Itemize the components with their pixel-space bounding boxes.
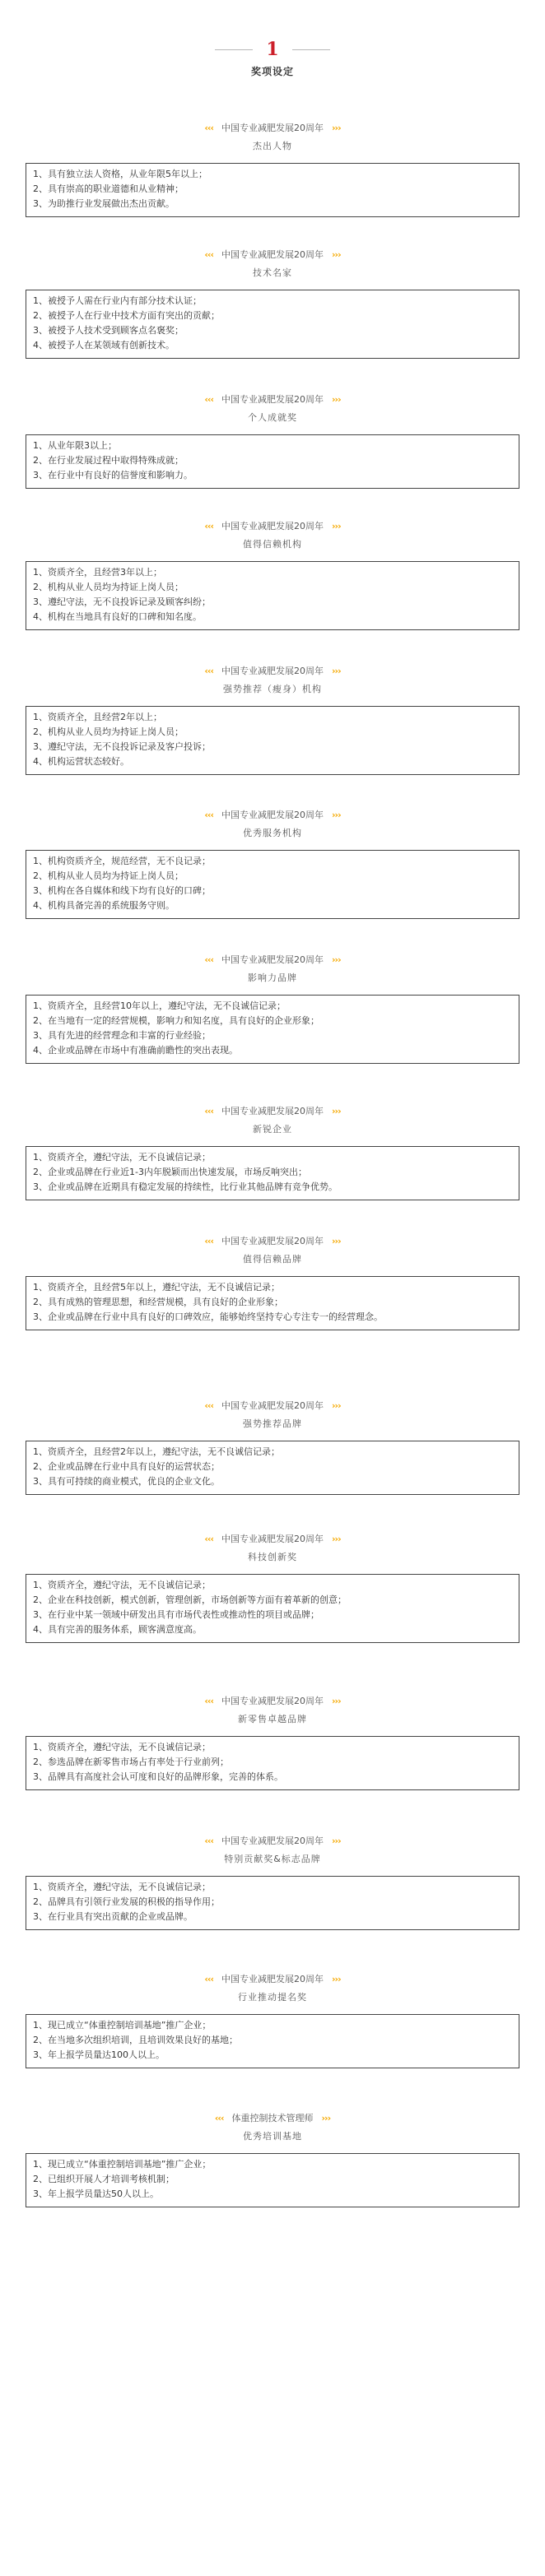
chevron-right-icon: ›››: [332, 249, 341, 260]
award-section: [0, 1835, 545, 1930]
award-title: 杰出人物: [253, 141, 292, 151]
chevron-left-icon: ‹‹‹: [204, 1236, 213, 1246]
chevron-right-icon: ›››: [332, 810, 341, 820]
banner-text: 中国专业减肥发展20周年: [221, 1696, 324, 1706]
criteria-box: [26, 850, 519, 919]
criteria-box: [26, 706, 519, 775]
award-title: 技术名家: [253, 267, 292, 278]
criteria-item: 3、品牌具有高度社会认可度和良好的品牌形象，完善的体系。: [33, 1771, 283, 1782]
award-title: 影响力品牌: [248, 972, 297, 983]
section-banner: [0, 1235, 545, 1248]
criteria-item: 3、机构在各自媒体和线下均有良好的口碑；: [33, 885, 211, 896]
award-section: [0, 954, 545, 1064]
section-banner: [0, 1533, 545, 1546]
award-title: 特别贡献奖&标志品牌: [224, 1854, 321, 1864]
section-banner: [0, 1105, 545, 1118]
banner-text: 中国专业减肥发展20周年: [221, 1106, 324, 1116]
chevron-left-icon: ‹‹‹: [204, 1534, 213, 1544]
criteria-item: 3、在行业具有突出贡献的企业或品牌。: [33, 1911, 193, 1922]
award-title: 新锐企业: [253, 1124, 292, 1135]
banner-text: 中国专业减肥发展20周年: [221, 123, 324, 133]
award-title: 科技创新奖: [248, 1552, 297, 1562]
criteria-item: 4、被授予人在某领域有创新技术。: [33, 340, 175, 350]
criteria-item: 2、具有成熟的管理思想，和经营规模，具有良好的企业形象；: [33, 1297, 283, 1307]
chevron-right-icon: ›››: [332, 1836, 341, 1846]
banner-text: 中国专业减肥发展20周年: [221, 1400, 324, 1411]
criteria-item: 2、企业在科技创新，模式创新，管理创新，市场创新等方面有着革新的创意；: [33, 1594, 347, 1605]
banner-text: 中国专业减肥发展20周年: [221, 249, 324, 260]
criteria-item: 3、遵纪守法，无不良投诉记录及客户投诉；: [33, 741, 211, 752]
award-title: 优秀培训基地: [243, 2131, 302, 2142]
banner-text: 中国专业减肥发展20周年: [221, 1974, 324, 1984]
chevron-right-icon: ›››: [332, 1534, 341, 1544]
criteria-item: 3、年上报学员量达100人以上。: [33, 2049, 165, 2060]
chevron-left-icon: ‹‹‹: [204, 1696, 213, 1706]
chevron-left-icon: ‹‹‹: [204, 1400, 213, 1411]
chevron-left-icon: ‹‹‹: [204, 1974, 213, 1984]
chevron-right-icon: ›››: [332, 1974, 341, 1984]
chevron-right-icon: ›››: [332, 954, 341, 965]
award-section: [0, 520, 545, 630]
section-banner: [0, 1695, 545, 1708]
section-banner: [0, 1835, 545, 1848]
award-section: [0, 393, 545, 489]
chevron-right-icon: ›››: [332, 1236, 341, 1246]
chevron-right-icon: ›››: [332, 666, 341, 676]
criteria-item: 2、在当地多次组织培训，且培训效果良好的基地；: [33, 2035, 238, 2045]
criteria-item: 2、被授予人在行业中技术方面有突出的贡献；: [33, 310, 220, 321]
criteria-box: [26, 1574, 519, 1643]
award-section: [0, 248, 545, 359]
criteria-item: 4、企业或品牌在市场中有准确前瞻性的突出表现。: [33, 1045, 238, 1056]
award-title: 优秀服务机构: [243, 828, 302, 838]
criteria-item: 1、资质齐全，且经营3年以上；: [33, 567, 162, 578]
section-banner: [0, 393, 545, 406]
banner-text: 中国专业减肥发展20周年: [221, 1236, 324, 1246]
criteria-item: 3、在行业中有良好的信誉度和影响力。: [33, 470, 193, 480]
criteria-box: [26, 1876, 519, 1930]
criteria-item: 4、机构运营状态较好。: [33, 756, 129, 767]
criteria-item: 1、机构资质齐全，规范经营，无不良记录；: [33, 856, 211, 866]
criteria-box: [26, 1146, 519, 1200]
award-section: [0, 1399, 545, 1495]
criteria-item: 1、被授予人需在行业内有部分技术认证；: [33, 295, 202, 306]
award-title: 新零售卓越品牌: [238, 1714, 307, 1724]
criteria-item: 1、资质齐全，遵纪守法，无不良诚信记录；: [33, 1152, 211, 1163]
award-section: [0, 122, 545, 217]
criteria-item: 3、在行业中某一领域中研发出具有市场代表性或推动性的项目或品牌；: [33, 1609, 319, 1620]
chevron-left-icon: ‹‹‹: [204, 249, 213, 260]
section-banner: [0, 954, 545, 967]
chevron-right-icon: ›››: [332, 1106, 341, 1116]
criteria-item: 1、资质齐全，遵纪守法，无不良诚信记录；: [33, 1742, 211, 1752]
criteria-item: 1、资质齐全，遵纪守法，无不良诚信记录；: [33, 1882, 211, 1892]
criteria-item: 2、企业或品牌在行业中具有良好的运营状态；: [33, 1461, 220, 1472]
criteria-item: 1、从业年限3以上；: [33, 440, 117, 451]
award-section: [0, 1105, 545, 1200]
banner-text: 中国专业减肥发展20周年: [221, 394, 324, 405]
criteria-item: 3、被授予人技术受到顾客点名褒奖；: [33, 325, 184, 336]
header-number: 1: [266, 39, 279, 60]
criteria-item: 4、机构在当地具有良好的口碑和知名度。: [33, 611, 202, 622]
header-right-divider: [292, 49, 330, 50]
criteria-item: 1、现已成立“体重控制培训基地”推广企业；: [33, 2159, 212, 2170]
criteria-item: 1、资质齐全，且经营2年以上，遵纪守法，无不良诚信记录；: [33, 1446, 280, 1457]
header-left-divider: [215, 49, 253, 50]
section-banner: [0, 520, 545, 533]
section-banner: [0, 809, 545, 822]
banner-text: 中国专业减肥发展20周年: [221, 666, 324, 676]
criteria-box: [26, 1736, 519, 1790]
criteria-item: 3、具有先进的经营理念和丰富的行业经验；: [33, 1030, 211, 1041]
criteria-box: [26, 561, 519, 630]
criteria-item: 3、遵纪守法，无不良投诉记录及顾客纠纷；: [33, 596, 211, 607]
award-section: [0, 665, 545, 775]
chevron-right-icon: ›››: [332, 1696, 341, 1706]
banner-text: 中国专业减肥发展20周年: [221, 954, 324, 965]
header-title: 奖项设定: [250, 66, 294, 77]
criteria-box: [26, 434, 519, 489]
criteria-box: [26, 995, 519, 1064]
award-title: 值得信赖品牌: [243, 1254, 302, 1265]
award-section: [0, 1695, 545, 1790]
criteria-item: 3、年上报学员量达50人以上。: [33, 2188, 159, 2199]
chevron-left-icon: ‹‹‹: [204, 394, 213, 405]
banner-text: 中国专业减肥发展20周年: [221, 810, 324, 820]
criteria-item: 2、品牌具有引领行业发展的积极的指导作用；: [33, 1896, 220, 1907]
criteria-item: 2、在当地有一定的经营规模，影响力和知名度，具有良好的企业形象；: [33, 1015, 319, 1026]
criteria-item: 1、资质齐全，遵纪守法，无不良诚信记录；: [33, 1580, 211, 1590]
section-banner: [0, 248, 545, 262]
chevron-right-icon: ›››: [321, 2113, 331, 2123]
criteria-item: 2、企业或品牌在行业近1-3内年脱颖而出快速发展，市场反响突出；: [33, 1167, 307, 1177]
criteria-box: [26, 163, 519, 217]
criteria-box: [26, 2153, 519, 2207]
criteria-item: 3、为助推行业发展做出杰出贡献。: [33, 198, 175, 209]
banner-text: 中国专业减肥发展20周年: [221, 1836, 324, 1846]
criteria-item: 2、在行业发展过程中取得特殊成就；: [33, 455, 184, 466]
section-banner: [0, 1399, 545, 1413]
award-title: 行业推动提名奖: [238, 1992, 307, 2003]
award-section: [0, 809, 545, 919]
award-title: 个人成就奖: [248, 412, 297, 423]
criteria-item: 2、机构从业人员均为持证上岗人员；: [33, 726, 184, 737]
chevron-left-icon: ‹‹‹: [204, 666, 213, 676]
criteria-item: 2、机构从业人员均为持证上岗人员；: [33, 582, 184, 592]
award-section: [0, 1533, 545, 1643]
chevron-left-icon: ‹‹‹: [204, 954, 213, 965]
section-banner: [0, 1973, 545, 1986]
section-banner: [0, 2112, 545, 2125]
section-banner: [0, 122, 545, 135]
criteria-item: 1、具有独立法人资格，从业年限5年以上；: [33, 169, 207, 179]
chevron-left-icon: ‹‹‹: [204, 1106, 213, 1116]
chevron-left-icon: ‹‹‹: [204, 1836, 213, 1846]
banner-text: 中国专业减肥发展20周年: [221, 1534, 324, 1544]
criteria-item: 3、企业或品牌在近期具有稳定发展的持续性，比行业其他品牌有竞争优势。: [33, 1181, 338, 1192]
criteria-box: [26, 2014, 519, 2068]
banner-text: 中国专业减肥发展20周年: [221, 521, 324, 531]
chevron-left-icon: ‹‹‹: [204, 123, 213, 133]
criteria-box: [26, 1441, 519, 1495]
award-section: [0, 1973, 545, 2068]
criteria-item: 2、具有崇高的职业道德和从业精神；: [33, 183, 184, 194]
header-number-row: [0, 39, 545, 59]
criteria-item: 2、已组织开展人才培训考核机制；: [33, 2174, 175, 2184]
criteria-item: 1、资质齐全，且经营5年以上，遵纪守法，无不良诚信记录；: [33, 1282, 280, 1293]
section-header: [0, 39, 545, 78]
criteria-item: 2、机构从业人员均为持证上岗人员；: [33, 870, 184, 881]
criteria-box: [26, 290, 519, 359]
criteria-item: 4、具有完善的服务体系，顾客满意度高。: [33, 1624, 202, 1635]
chevron-left-icon: ‹‹‹: [214, 2113, 224, 2123]
chevron-right-icon: ›››: [332, 123, 341, 133]
criteria-item: 1、资质齐全，且经营2年以上；: [33, 712, 162, 722]
award-title: 强势推荐品牌: [243, 1418, 302, 1429]
chevron-right-icon: ›››: [332, 521, 341, 531]
banner-text: 体重控制技术管理师: [231, 2113, 314, 2123]
chevron-left-icon: ‹‹‹: [204, 810, 213, 820]
award-title: 强势推荐（瘦身）机构: [223, 684, 322, 694]
section-banner: [0, 665, 545, 678]
chevron-right-icon: ›››: [332, 394, 341, 405]
criteria-item: 1、资质齐全，且经营10年以上，遵纪守法，无不良诚信记录；: [33, 1000, 286, 1011]
chevron-right-icon: ›››: [332, 1400, 341, 1411]
criteria-item: 4、机构具备完善的系统服务守则。: [33, 900, 175, 911]
criteria-item: 3、企业或品牌在行业中具有良好的口碑效应，能够始终坚持专心专注专一的经营理念。: [33, 1311, 383, 1322]
criteria-item: 2、参选品牌在新零售市场占有率处于行业前列；: [33, 1757, 229, 1767]
award-title: 值得信赖机构: [243, 539, 302, 550]
criteria-box: [26, 1276, 519, 1330]
award-section: [0, 1235, 545, 1330]
award-section: [0, 2112, 545, 2207]
criteria-item: 3、具有可持续的商业模式，优良的企业文化。: [33, 1476, 220, 1487]
criteria-item: 1、现已成立“体重控制培训基地”推广企业；: [33, 2020, 212, 2031]
chevron-left-icon: ‹‹‹: [204, 521, 213, 531]
